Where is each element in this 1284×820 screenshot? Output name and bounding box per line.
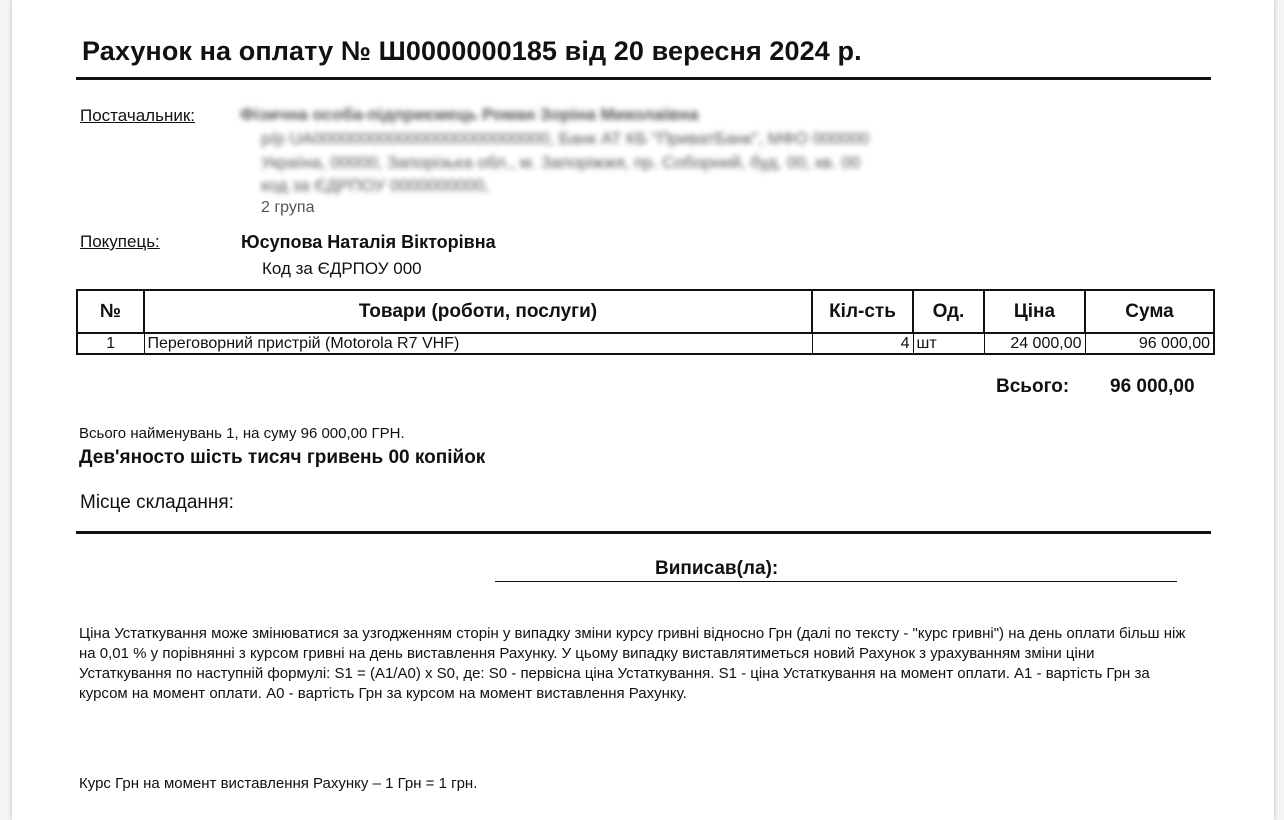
- total-label: Всього:: [996, 376, 1070, 397]
- section-divider: [76, 531, 1211, 534]
- items-summary: Всього найменувань 1, на суму 96 000,00 ГРН.: [79, 425, 405, 442]
- supplier-code: код за ЄДРПОУ 0000000000,: [261, 176, 490, 195]
- total-value: 96 000,00: [1110, 376, 1195, 397]
- buyer-name: Юсупова Наталія Вікторівна: [241, 232, 496, 252]
- cell-price: 24 000,00: [984, 333, 1085, 354]
- place-of-issue: Місце складання:: [80, 492, 234, 513]
- col-header-goods: Товари (роботи, послуги): [144, 290, 812, 333]
- col-header-num: №: [77, 290, 144, 333]
- supplier-details: [240, 105, 1120, 223]
- table-row: [77, 333, 1214, 354]
- supplier-bank: р/р UA0000000000000000000000000, Банк АТ КБ "ПриватБанк", МФО 000000: [261, 129, 870, 148]
- exchange-rate-note: Курс Грн на момент виставлення Рахунку – 1 Грн = 1 грн.: [79, 775, 478, 792]
- cell-num: 1: [77, 333, 144, 354]
- supplier-label: Постачальник:: [80, 106, 195, 125]
- signed-by-label: Виписав(ла):: [655, 558, 779, 579]
- col-header-sum: Сума: [1085, 290, 1214, 333]
- buyer-label: Покупець:: [80, 232, 160, 251]
- col-header-unit: Од.: [913, 290, 984, 333]
- invoice-title: Рахунок на оплату № Ш0000000185 від 20 вересня 2024 р.: [82, 36, 862, 66]
- col-header-price: Ціна: [984, 290, 1085, 333]
- supplier-address: Україна, 00000, Запорізька обл., м. Запоріжжя, пр. Соборний, буд. 00, кв. 00: [261, 153, 861, 172]
- cell-sum: 96 000,00: [1085, 333, 1214, 354]
- signature-line: [495, 581, 1177, 582]
- amount-in-words: Дев'яносто шість тисяч гривень 00 копійок: [79, 447, 486, 468]
- items-table: [76, 289, 1215, 355]
- buyer-code: Код за ЄДРПОУ 000: [262, 259, 422, 278]
- table-header-row: [77, 290, 1214, 333]
- col-header-qty: Кіл-сть: [812, 290, 913, 333]
- cell-qty: 4: [812, 333, 913, 354]
- supplier-group: 2 група: [261, 199, 315, 216]
- supplier-name: Фізична особа-підприємець Роман Зоріна Миколаївна: [240, 105, 699, 124]
- cell-goods: Переговорний пристрій (Motorola R7 VHF): [144, 333, 812, 354]
- title-divider: [76, 77, 1211, 80]
- price-change-note: Ціна Устаткування може змінюватися за узгодженням сторін у випадку зміни курсу гривні відносно Грн (далі по тексту - "курс гривні") на день оплати більш ніж на 0,01 % у порівнянні з курсом гривні на день виставлення Рахунку. У цьому випадку виставлятиметься новий Рахунок з урахуванням зміни ціни Устаткування по наступній формулі: S1 = (А1/А0) х S0, де: S0 - первісна ціна Устаткування. S1 - ціна Устаткування на момент оплати. А1 - вартість Грн за курсом на момент оплати. А0 - вартість Грн за курсом на момент виставлення Рахунку.: [79, 625, 1186, 702]
- cell-unit: шт: [913, 333, 984, 354]
